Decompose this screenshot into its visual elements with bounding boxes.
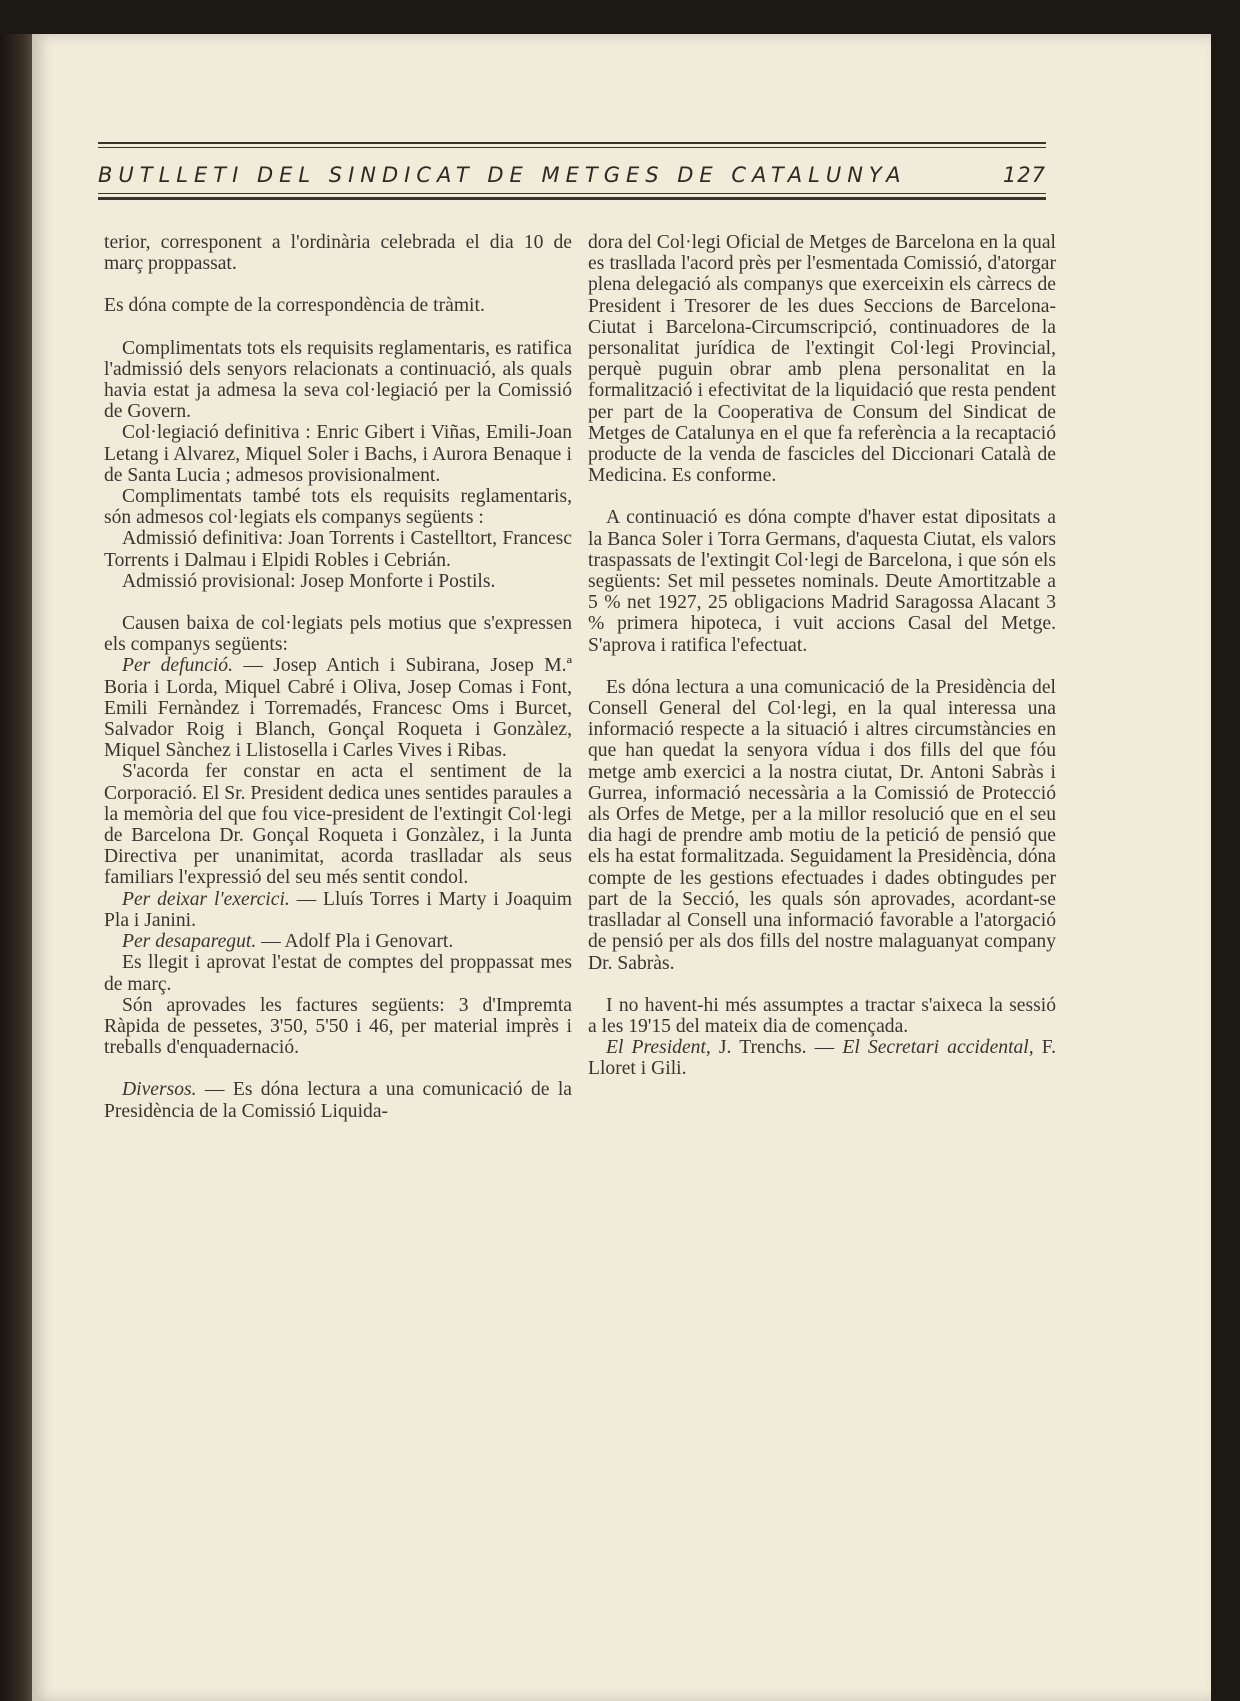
italic-lead: Per deixar l'exercici.	[122, 888, 290, 910]
paragraph-text: — Josep Antich i Subirana, Josep M.ª Boria i Lorda, Miquel Cabré i Oliva, Josep Comas i Font, Emili Fernàndez i Torremadés, Francesc Oms i Burcet, Salvador Roig i Blanch, Gonçal Roqueta i Gonzàlez, Miquel Sànchez i Llistosella i Carles Vives i Ribas.	[104, 655, 572, 762]
paragraph	[104, 655, 572, 761]
paragraph-text: Admissió definitiva: Joan Torrents i Castelltort, Francesc Torrents i Dalmau i Elpidi Robles i Cebrián.	[104, 528, 572, 571]
running-header	[98, 160, 1046, 190]
paragraph-text: S'acorda fer constar en acta el sentiment de la Corporació. El Sr. President dedica unes sentides paraules a la memòria del que fou vice-president de l'extingit Col·legi de Barcelona Dr. Gonçal Roqueta i Gonzàlez, i la Junta Directiva per unanimitat, acorda traslladar als seus familiars l'expressió del seu més sentit condol.	[104, 761, 572, 889]
paragraph	[588, 995, 1056, 1037]
running-title: BUTLLETI DEL SINDICAT DE METGES DE CATALUNYA	[98, 163, 907, 187]
paragraph-text: — Lluís Torres i Marty i Joaquim Pla i Janini.	[104, 888, 572, 931]
paragraph	[104, 931, 572, 952]
paragraph	[588, 1037, 1056, 1079]
paragraph-text: Col·legiació definitiva : Enric Gibert i Viñas, Emili-Joan Letang i Alvarez, Miquel Soler i Bachs, i Aurora Benaque i de Santa Lucia ; admesos provisionalment.	[104, 422, 572, 486]
paragraph	[104, 486, 572, 528]
paragraph	[104, 761, 572, 888]
paragraph	[104, 338, 572, 423]
italic-lead: Per desaparegut.	[122, 931, 257, 953]
paragraph-text: Complimentats tots els requisits reglamentaris, es ratifica l'admissió dels senyors relacionats a continuació, als quals havia estat ja admesa la seva col·legiació per la Comissió de Govern.	[104, 337, 572, 423]
paragraph-text: Causen baixa de col·legiats pels motius que s'expressen els companys següents:	[104, 613, 572, 656]
header-rules-top	[98, 142, 1046, 148]
paragraph	[588, 677, 1056, 974]
paragraph-text: Es llegit i aprovat l'estat de comptes del proppassat mes de març.	[104, 952, 572, 995]
paragraph	[104, 952, 572, 994]
paragraph	[104, 232, 572, 274]
paragraph	[104, 995, 572, 1059]
paragraph-text: F. Lloret i Gili.	[588, 1037, 1057, 1080]
header-rules-bottom	[98, 193, 1046, 200]
paragraph	[104, 571, 572, 592]
paragraph-text: I no havent-hi més assumptes a tractar s'aixeca la sessió a les 19'15 del mateix dia de començada.	[588, 994, 1056, 1037]
italic-lead: Diversos.	[122, 1079, 197, 1101]
page-number: 127	[1002, 163, 1046, 187]
italic-lead: El President,	[606, 1037, 711, 1059]
paragraph-text: Es dóna lectura a una comunicació de la Presidència del Consell General del Col·legi, en la qual interessa una informació respecte a la situació i altres circumstàncies en que han quedat la senyora vídua i dos fills del que fóu metge amb exercici a la nostra ciutat, Dr. Antoni Sabràs i Gurrea, informació necessària a la Comissió de Protecció als Orfes de Metge, per a la millor resolució que en el seu dia hagi de prendre amb motiu de la petició de pensió que els ha estat formalitzada. Seguidament la Presidència, dóna compte de les gestions efectuades i dades obtingudes per part de la Secció, les quals són aprovades, acordant-se traslladar al Consell una informació favorable a l'atorgació de pensió per als dos fills del nostre malaguanyat company Dr. Sabràs.	[588, 676, 1056, 974]
paragraph	[588, 232, 1056, 486]
paragraph	[588, 507, 1056, 655]
paragraph	[104, 295, 572, 316]
right-column	[588, 232, 1056, 1080]
paragraph-text: — Adolf Pla i Genovart.	[256, 931, 454, 953]
paragraph-text: terior, corresponent a l'ordinària celebrada el dia 10 de març proppassat.	[104, 232, 572, 275]
italic-lead: Per defunció.	[122, 655, 233, 677]
paragraph-text: A continuació es dóna compte d'haver estat dipositats a la Banca Soler i Torra Germans, d'aquesta Ciutat, els valors traspassats de l'extingit Col·legi de Barcelona, i que són els següents: Set mil pessetes nominals. Deute Amortitzable a 5 % net 1927, 25 obligacions Madrid Saragossa Alacant 3 % primera hipoteca, i vuit accions Casal del Metge. S'aprova i ratifica l'efectuat.	[588, 507, 1056, 656]
paragraph	[104, 422, 572, 486]
paragraph-text: dora del Col·legi Oficial de Metges de Barcelona en la qual es trasllada l'acord près per l'esmentada Comissió, d'atorgar plena delegació als companys que exerceixin els càrrecs de President i Tresorer de les dues Seccions de Barcelona-Ciutat i Barcelona-Circumscripció, continuadores de la personalitat jurídica de l'extingit Col·legi Provincial, perquè puguin obrar amb plena personalitat en la formalització i efectivitat de la liquidació que resta pendent per part de la Cooperativa de Consum del Sindicat de Metges de Catalunya en el que fa referència a la recaptació producte de la venda de fascicles del Diccionari Català de Medicina. Es conforme.	[588, 232, 1056, 487]
paragraph	[104, 889, 572, 931]
left-column	[104, 232, 572, 1122]
paragraph-text: Admissió provisional: Josep Monforte i Postils.	[122, 570, 496, 592]
paragraph-text: Es dóna compte de la correspondència de tràmit.	[104, 295, 485, 317]
paragraph-text: J. Trenchs. —	[710, 1037, 843, 1059]
italic-lead: El Secretari accidental,	[842, 1037, 1034, 1059]
paragraph	[104, 613, 572, 655]
paragraph-text: — Es dóna lectura a una comunicació de la Presidència de la Comissió Liquida-	[104, 1079, 572, 1122]
paragraph-text: Són aprovades les factures següents: 3 d'Impremta Ràpida de pessetes, 3'50, 5'50 i 46, per material imprès i treballs d'enquadernació.	[104, 994, 572, 1059]
paragraph-text: Complimentats també tots els requisits reglamentaris, són admesos col·legiats els companys següents :	[104, 486, 572, 529]
paragraph	[104, 1079, 572, 1121]
paragraph	[104, 528, 572, 570]
